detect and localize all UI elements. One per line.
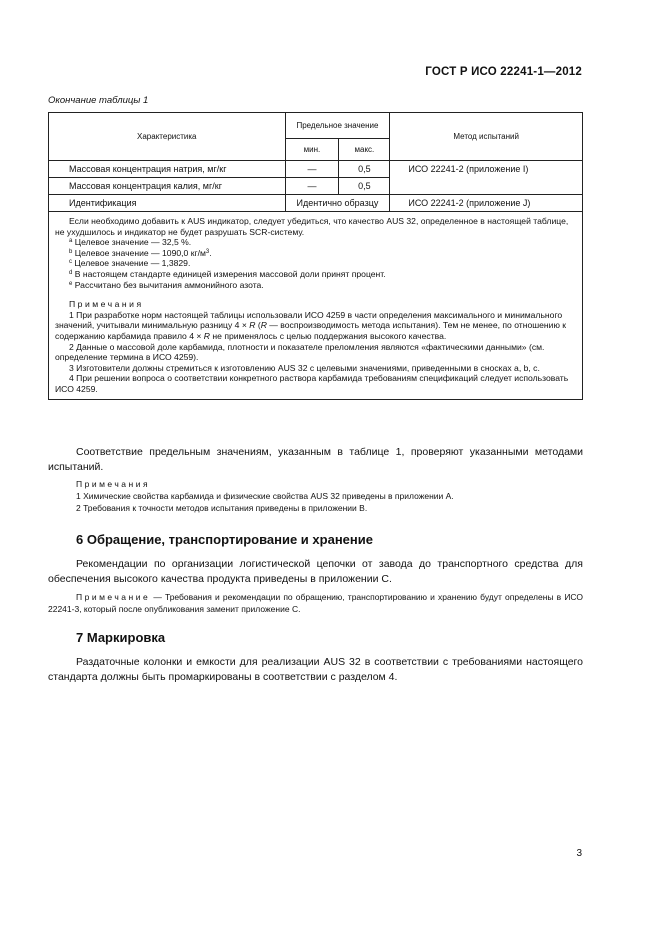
table-caption: Окончание таблицы 1 bbox=[48, 95, 149, 106]
notes-title: Примечания bbox=[69, 299, 144, 310]
table-notes bbox=[49, 212, 583, 400]
row-min: — bbox=[285, 178, 339, 195]
row-min: — bbox=[285, 161, 339, 178]
header-max: макс. bbox=[339, 139, 390, 161]
table-notes-row bbox=[49, 212, 583, 400]
row-max: 0,5 bbox=[339, 161, 390, 178]
notes-title: Примечания bbox=[76, 479, 151, 489]
compliance-notes bbox=[48, 478, 583, 514]
section-7-paragraph: Раздаточные колонки и емкости для реализации AUS 32 в соответствии с требованиями настоящего стандарта должны быть промаркированы в соответствии с разделом 4. bbox=[48, 656, 583, 683]
row-name: Идентификация bbox=[49, 195, 286, 212]
row-method: ИСО 22241-2 (приложение I) bbox=[390, 161, 583, 195]
note-1: 1 При разработке норм настоящей таблицы использовали ИСО 4259 в части определения максимального и минимального значений, учитывали минимальную разницу 4 × R (R — воспроизводимость метода испытания). Тем не менее, по отношению к содержанию карбамида правило 4 × R не применялось с целью поддержания высокого качества. bbox=[55, 309, 567, 341]
compliance-paragraph: Соответствие предельным значениям, указанным в таблице 1, проверяют указанными методами испытаний. bbox=[48, 446, 583, 473]
row-method: ИСО 22241-2 (приложение J) bbox=[390, 195, 583, 212]
section-6-paragraph: Рекомендации по организации логистической цепочки от завода до транспортного средства для обеспечения высокого качества продукта приведены в приложении C. bbox=[48, 558, 583, 585]
table-row bbox=[49, 195, 583, 212]
footnote-e: $^e$ Рассчитано без вычитания аммонийного азота. bbox=[69, 279, 264, 290]
section-7-title: 7 Маркировка bbox=[76, 630, 166, 645]
table-header-row bbox=[49, 113, 583, 139]
table-row bbox=[49, 161, 583, 178]
row-name: Массовая концентрация калия, мг/кг bbox=[49, 178, 286, 195]
section-6-title: 6 Обращение, транспортирование и хранение bbox=[76, 532, 373, 547]
requirements-table bbox=[48, 112, 583, 400]
footnote-d: $^d$ В настоящем стандарте единицей измерения массовой доли принят процент. bbox=[69, 268, 386, 279]
note-2: 2 Требования к точности методов испытания приведены в приложении B. bbox=[76, 503, 368, 513]
footnote-b: $^b$ Целевое значение — 1090,0 $кг/м^3$. bbox=[69, 247, 212, 258]
row-name: Массовая концентрация натрия, мг/кг bbox=[49, 161, 286, 178]
row-limit-span: Идентично образцу bbox=[285, 195, 390, 212]
footnote-c: $^c$ Целевое значение — 1,3829. bbox=[69, 258, 191, 269]
footnote-a: $^a$ Целевое значение — 32,5 %. bbox=[69, 237, 192, 248]
header-limit-value: Предельное значение bbox=[285, 113, 390, 139]
document-code: ГОСТ Р ИСО 22241-1—2012 bbox=[425, 66, 582, 78]
section-6-note: Примечание — Требования и рекомендации по обращению, транспортированию и хранению будут определены в ИСО 22241-3, который после опубликования заменит приложение C. bbox=[48, 592, 583, 614]
header-min: мин. bbox=[285, 139, 339, 161]
note-2: 2 Данные о массовой доле карбамида, плотности и показателе преломления являются «фактическими данными» (см. определение термина в ИСО 4259). bbox=[55, 341, 545, 363]
note-1: 1 Химические свойства карбамида и физические свойства AUS 32 приведены в приложении A. bbox=[76, 491, 454, 501]
note-3: 3 Изготовители должны стремиться к изготовлению AUS 32 с целевыми значениями, приведенными в сносках a, b, c. bbox=[69, 362, 540, 373]
header-characteristic: Характеристика bbox=[49, 113, 286, 161]
header-test-method: Метод испытаний bbox=[390, 113, 583, 161]
notes-intro: Если необходимо добавить к AUS индикатор, следует убедиться, что качество AUS 32, определенное в настоящей таблице, не ухудшилось и индикатор не будет разрушать SCR-систему. bbox=[55, 216, 569, 237]
page-number: 3 bbox=[576, 848, 582, 859]
note-4: 4 При решении вопроса о соответствии конкретного раствора карбамида требованиям спецификаций следует использовать ИСО 4259. bbox=[55, 373, 569, 394]
row-max: 0,5 bbox=[339, 178, 390, 195]
